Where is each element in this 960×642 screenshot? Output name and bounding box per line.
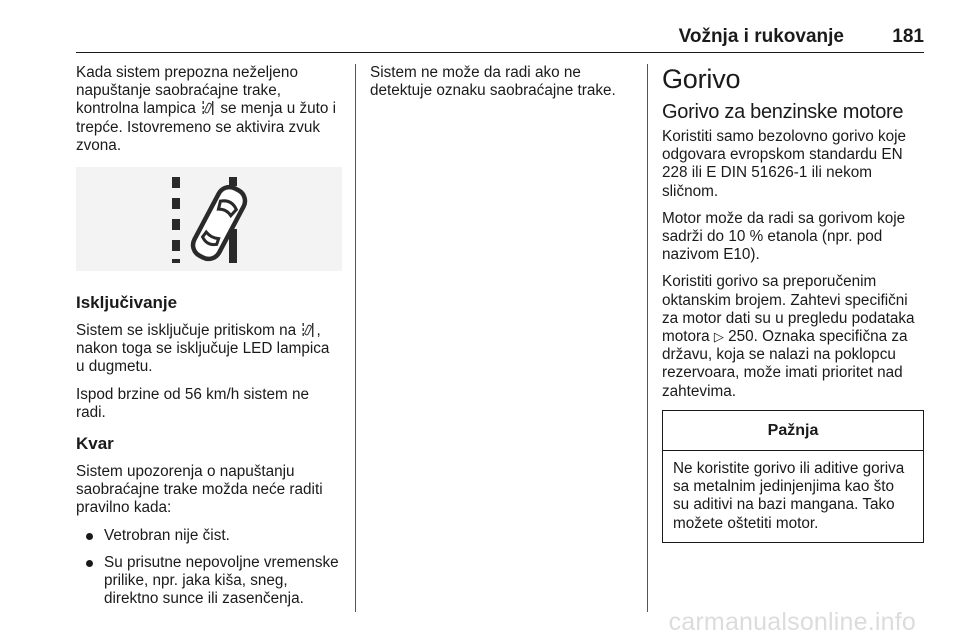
bullet-icon (86, 560, 93, 567)
reference-arrow-icon[interactable]: ▷ (713, 329, 724, 345)
caution-title: Pažnja (663, 411, 923, 451)
column-divider (355, 64, 356, 612)
fuel-standard-paragraph: Koristiti samo bezolovno gorivo koje odgovara evropskom standardu EN 228 ili E DIN 51626-1 ili nekom sličnom. (662, 128, 907, 200)
heading-switching-off: Isključivanje (76, 293, 178, 313)
section-title: Vožnja i rukovanje (678, 26, 844, 47)
column-left (76, 64, 342, 617)
heading-fault: Kvar (76, 434, 114, 454)
column-right (662, 64, 926, 543)
column-divider (647, 64, 648, 612)
ethanol-paragraph: Motor može da radi sa gorivom koje sadrži do 10 % etanola (npr. pod nazivom E10). (662, 209, 906, 264)
caution-box (662, 410, 924, 543)
watermark: carmanualsonline.info (668, 608, 916, 636)
page-number: 181 (892, 26, 924, 47)
speed-limit-paragraph: Ispod brzine od 56 km/h sistem ne radi. (76, 385, 309, 421)
lane-departure-figure (76, 167, 342, 271)
column-middle (370, 64, 636, 109)
lane-warning-paragraph: Kada sistem prepozna neželjeno napuštanje saobraćajne trake, kontrolna lampica se menja u žuto i trepće. Istovremeno se aktivira zvuk zvona. (76, 64, 337, 154)
detection-paragraph: Sistem ne može da radi ako ne detektuje oznaku saobraćajne trake. (370, 64, 616, 100)
fault-list (76, 527, 342, 609)
page-header (76, 24, 924, 53)
lane-departure-icon (202, 101, 214, 115)
caution-text: Ne koristite gorivo ili aditive goriva sa metalnim jedinjenjima kao što su aditivi na bazi mangana. Tako možete oštetiti motor. (673, 460, 905, 532)
fault-intro-paragraph: Sistem upozorenja o napuštanju saobraćajne trake možda neće raditi pravilno kada: (76, 463, 323, 517)
heading-petrol-fuel: Gorivo za benzinske motore (662, 101, 904, 123)
octane-paragraph: Koristiti gorivo sa preporučenim oktanskim brojem. Zahtevi specifični za motor dati su u pregledu podataka motora ▷ 250. Oznaka specifična za državu, koja se nalazi na poklopcu rezervoara, može imati prioritet nad zahtevima. (662, 273, 915, 400)
bullet-icon (86, 533, 93, 540)
list-item: Su prisutne nepovoljne vremenske prilike, npr. jaka kiša, sneg, direktno sunce ili zasenčenja. (76, 554, 342, 609)
switch-off-paragraph: Sistem se isključuje pritiskom na , nakon toga se isključuje LED lampica u dugmetu. (76, 322, 330, 376)
lane-departure-icon (302, 323, 314, 337)
heading-fuel: Gorivo (662, 64, 741, 94)
list-item: Vetrobran nije čist. (76, 527, 342, 545)
lane-departure-illustration (76, 167, 342, 271)
